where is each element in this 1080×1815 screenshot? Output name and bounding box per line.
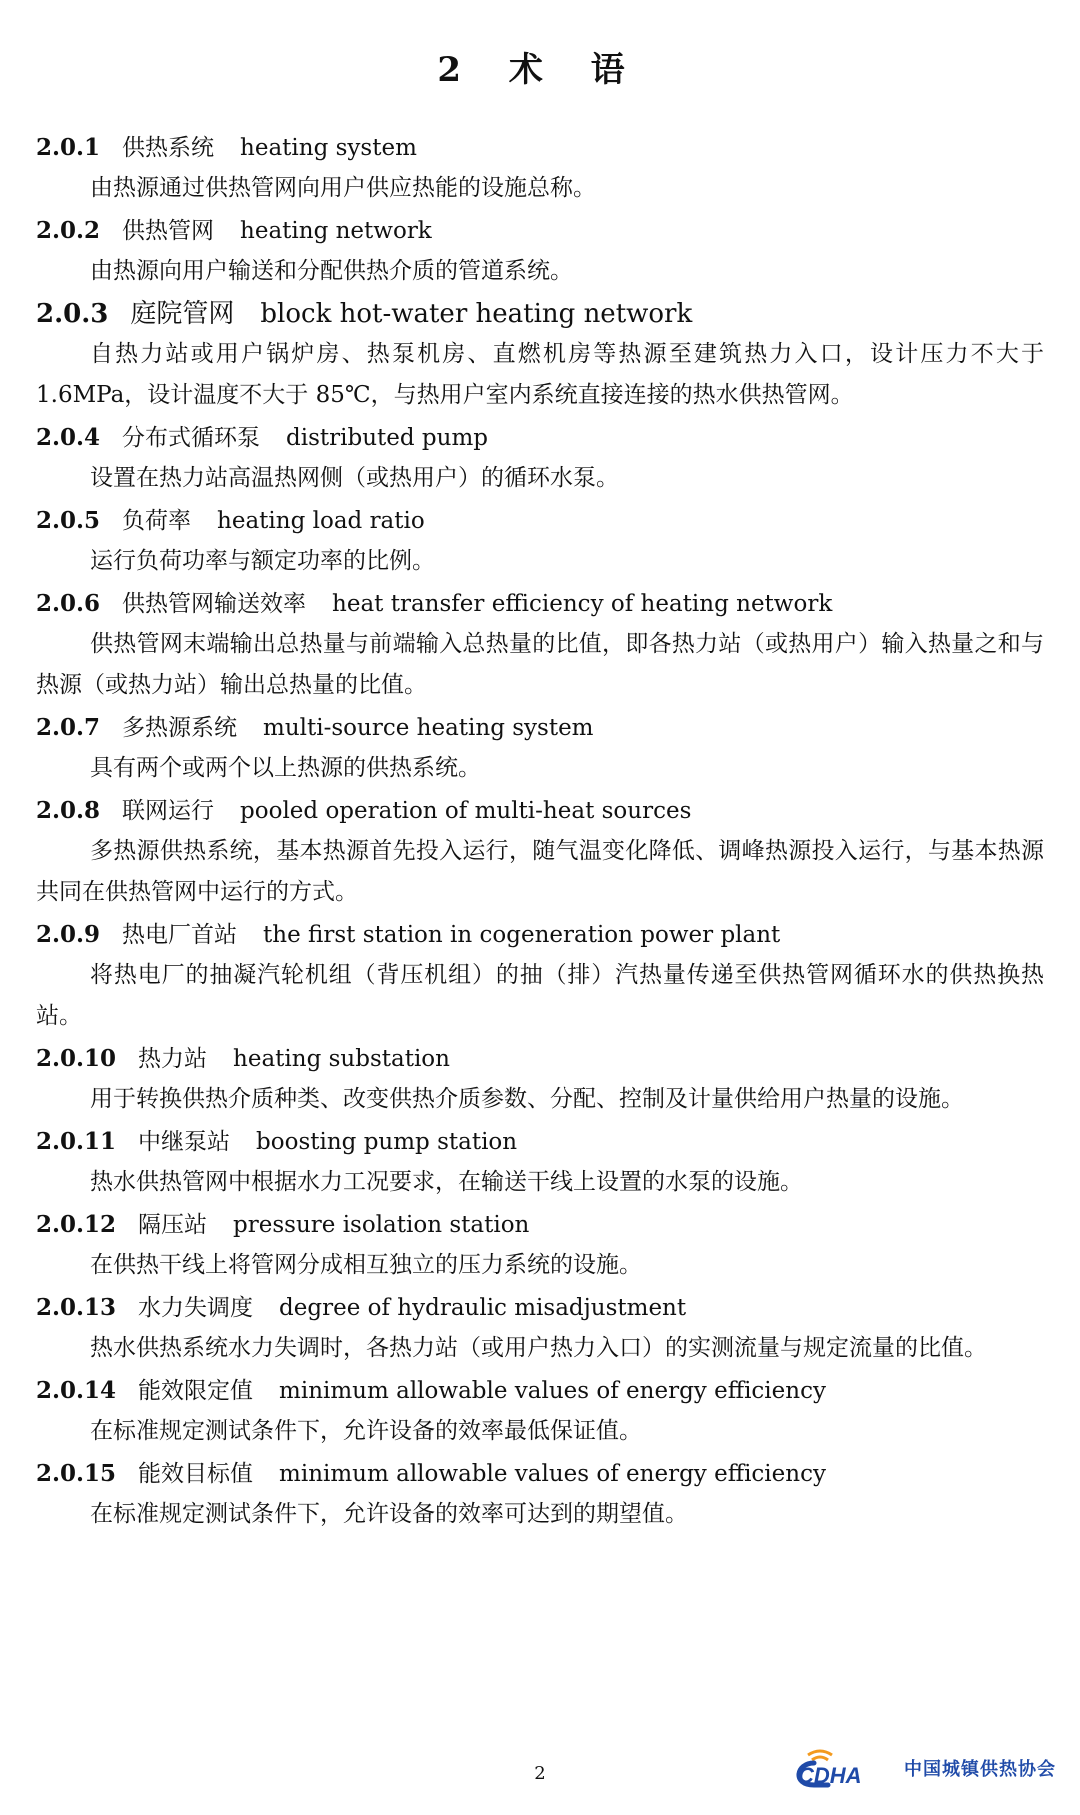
term-number: 2.0.4 <box>36 424 101 451</box>
term-entry <box>36 1288 1044 1369</box>
term-definition: 热水供热管网中根据水力工况要求，在输送干线上设置的水泵的设施。 <box>90 1169 803 1195</box>
term-heading <box>36 294 1044 334</box>
term-entry <box>36 1122 1044 1203</box>
term-number: 2.0.7 <box>36 714 101 741</box>
term-heading <box>36 791 1044 831</box>
term-heading <box>36 1371 1044 1411</box>
term-number: 2.0.13 <box>36 1294 117 1321</box>
term-definition: 在标准规定测试条件下，允许设备的效率可达到的期望值。 <box>90 1501 688 1527</box>
term-number: 2.0.8 <box>36 797 101 824</box>
term-definition: 热水供热系统水力失调时，各热力站（或用户热力入口）的实测流量与规定流量的比值。 <box>90 1335 987 1361</box>
term-english-name: pooled operation of multi-heat sources <box>240 798 692 824</box>
term-chinese-name: 供热系统 <box>122 135 215 161</box>
term-heading <box>36 584 1044 624</box>
term-number: 2.0.1 <box>36 134 101 161</box>
term-entry <box>36 1039 1044 1120</box>
term-number: 2.0.15 <box>36 1460 117 1487</box>
term-english-name: degree of hydraulic misadjustment <box>279 1295 687 1321</box>
term-definition: 将热电厂的抽凝汽轮机组（背压机组）的抽（排）汽热量传递至供热管网循环水的供热换热站。 <box>36 962 1044 1029</box>
term-english-name: heating substation <box>233 1046 450 1072</box>
term-entry <box>36 294 1044 416</box>
term-english-name: heating system <box>240 135 417 161</box>
term-chinese-name: 分布式循环泵 <box>122 425 261 451</box>
term-english-name: boosting pump station <box>256 1129 518 1155</box>
term-entry <box>36 211 1044 292</box>
logo-letters: CDHA <box>798 1763 862 1788</box>
term-number: 2.0.5 <box>36 507 101 534</box>
term-english-name: the first station in cogeneration power plant <box>263 922 781 948</box>
term-chinese-name: 负荷率 <box>122 508 192 534</box>
term-heading <box>36 1205 1044 1245</box>
term-entry <box>36 584 1044 706</box>
term-chinese-name: 中继泵站 <box>138 1129 231 1155</box>
term-chinese-name: 能效目标值 <box>138 1461 254 1487</box>
term-heading <box>36 128 1044 168</box>
term-number: 2.0.11 <box>36 1128 117 1155</box>
term-english-name: minimum allowable values of energy efficiency <box>279 1378 826 1404</box>
term-definition: 在供热干线上将管网分成相互独立的压力系统的设施。 <box>90 1252 642 1278</box>
logo-text: 中国城镇供热协会 <box>904 1759 1056 1780</box>
page-number: 2 <box>534 1763 546 1784</box>
term-definition: 设置在热力站高温热网侧（或热用户）的循环水泵。 <box>90 465 619 491</box>
term-number: 2.0.10 <box>36 1045 117 1072</box>
term-english-name: multi-source heating system <box>263 715 594 741</box>
term-chinese-name: 多热源系统 <box>122 715 238 741</box>
term-entry <box>36 128 1044 209</box>
term-entry <box>36 1454 1044 1535</box>
term-number: 2.0.12 <box>36 1211 117 1238</box>
term-heading <box>36 708 1044 748</box>
term-entry <box>36 708 1044 789</box>
term-entry <box>36 791 1044 913</box>
term-number: 2.0.3 <box>36 299 109 329</box>
term-definition: 供热管网末端输出总热量与前端输入总热量的比值，即各热力站（或热用户）输入热量之和与热源（或热力站）输出总热量的比值。 <box>36 631 1044 698</box>
term-definition: 运行负荷功率与额定功率的比例。 <box>90 548 435 574</box>
term-english-name: heating load ratio <box>217 508 425 534</box>
term-number: 2.0.9 <box>36 921 101 948</box>
term-chinese-name: 庭院管网 <box>130 299 235 329</box>
term-english-name: pressure isolation station <box>233 1212 530 1238</box>
term-chinese-name: 供热管网输送效率 <box>122 591 307 617</box>
term-definition: 自热力站或用户锅炉房、热泵机房、直燃机房等热源至建筑热力入口，设计压力不大于1.6MPa，设计温度不大于 85℃，与热用户室内系统直接连接的热水供热管网。 <box>36 341 1044 408</box>
association-logo <box>788 1743 1058 1793</box>
term-chinese-name: 能效限定值 <box>138 1378 254 1404</box>
term-heading <box>36 1454 1044 1494</box>
term-chinese-name: 隔压站 <box>138 1212 208 1238</box>
term-number: 2.0.6 <box>36 590 101 617</box>
chapter-title: 2 术 语 <box>437 50 643 90</box>
term-definition: 由热源通过供热管网向用户供应热能的设施总称。 <box>90 175 596 201</box>
term-chinese-name: 热电厂首站 <box>122 922 238 948</box>
term-heading <box>36 1122 1044 1162</box>
term-definition: 在标准规定测试条件下，允许设备的效率最低保证值。 <box>90 1418 642 1444</box>
term-heading <box>36 915 1044 955</box>
term-definition: 多热源供热系统，基本热源首先投入运行，随气温变化降低、调峰热源投入运行，与基本热源共同在供热管网中运行的方式。 <box>36 838 1044 905</box>
cdha-logo-icon <box>788 1745 898 1791</box>
term-entry <box>36 1371 1044 1452</box>
term-chinese-name: 供热管网 <box>122 218 215 244</box>
term-chinese-name: 联网运行 <box>122 798 215 824</box>
term-chinese-name: 水力失调度 <box>138 1295 254 1321</box>
term-heading <box>36 418 1044 458</box>
term-definition: 由热源向用户输送和分配供热介质的管道系统。 <box>90 258 573 284</box>
term-heading <box>36 1039 1044 1079</box>
term-definition: 用于转换供热介质种类、改变供热介质参数、分配、控制及计量供给用户热量的设施。 <box>90 1086 964 1112</box>
term-heading <box>36 1288 1044 1328</box>
term-definition: 具有两个或两个以上热源的供热系统。 <box>90 755 481 781</box>
term-heading <box>36 211 1044 251</box>
term-english-name: heat transfer efficiency of heating network <box>332 591 833 617</box>
term-heading <box>36 501 1044 541</box>
term-number: 2.0.2 <box>36 217 101 244</box>
term-entry <box>36 1205 1044 1286</box>
term-chinese-name: 热力站 <box>138 1046 208 1072</box>
term-entry <box>36 501 1044 582</box>
term-english-name: minimum allowable values of energy efficiency <box>279 1461 826 1487</box>
term-entry <box>36 418 1044 499</box>
term-english-name: distributed pump <box>286 425 488 451</box>
term-entry <box>36 915 1044 1037</box>
term-english-name: heating network <box>240 218 432 244</box>
term-number: 2.0.14 <box>36 1377 117 1404</box>
terms-list <box>36 128 1044 1537</box>
term-english-name: block hot-water heating network <box>260 299 693 329</box>
